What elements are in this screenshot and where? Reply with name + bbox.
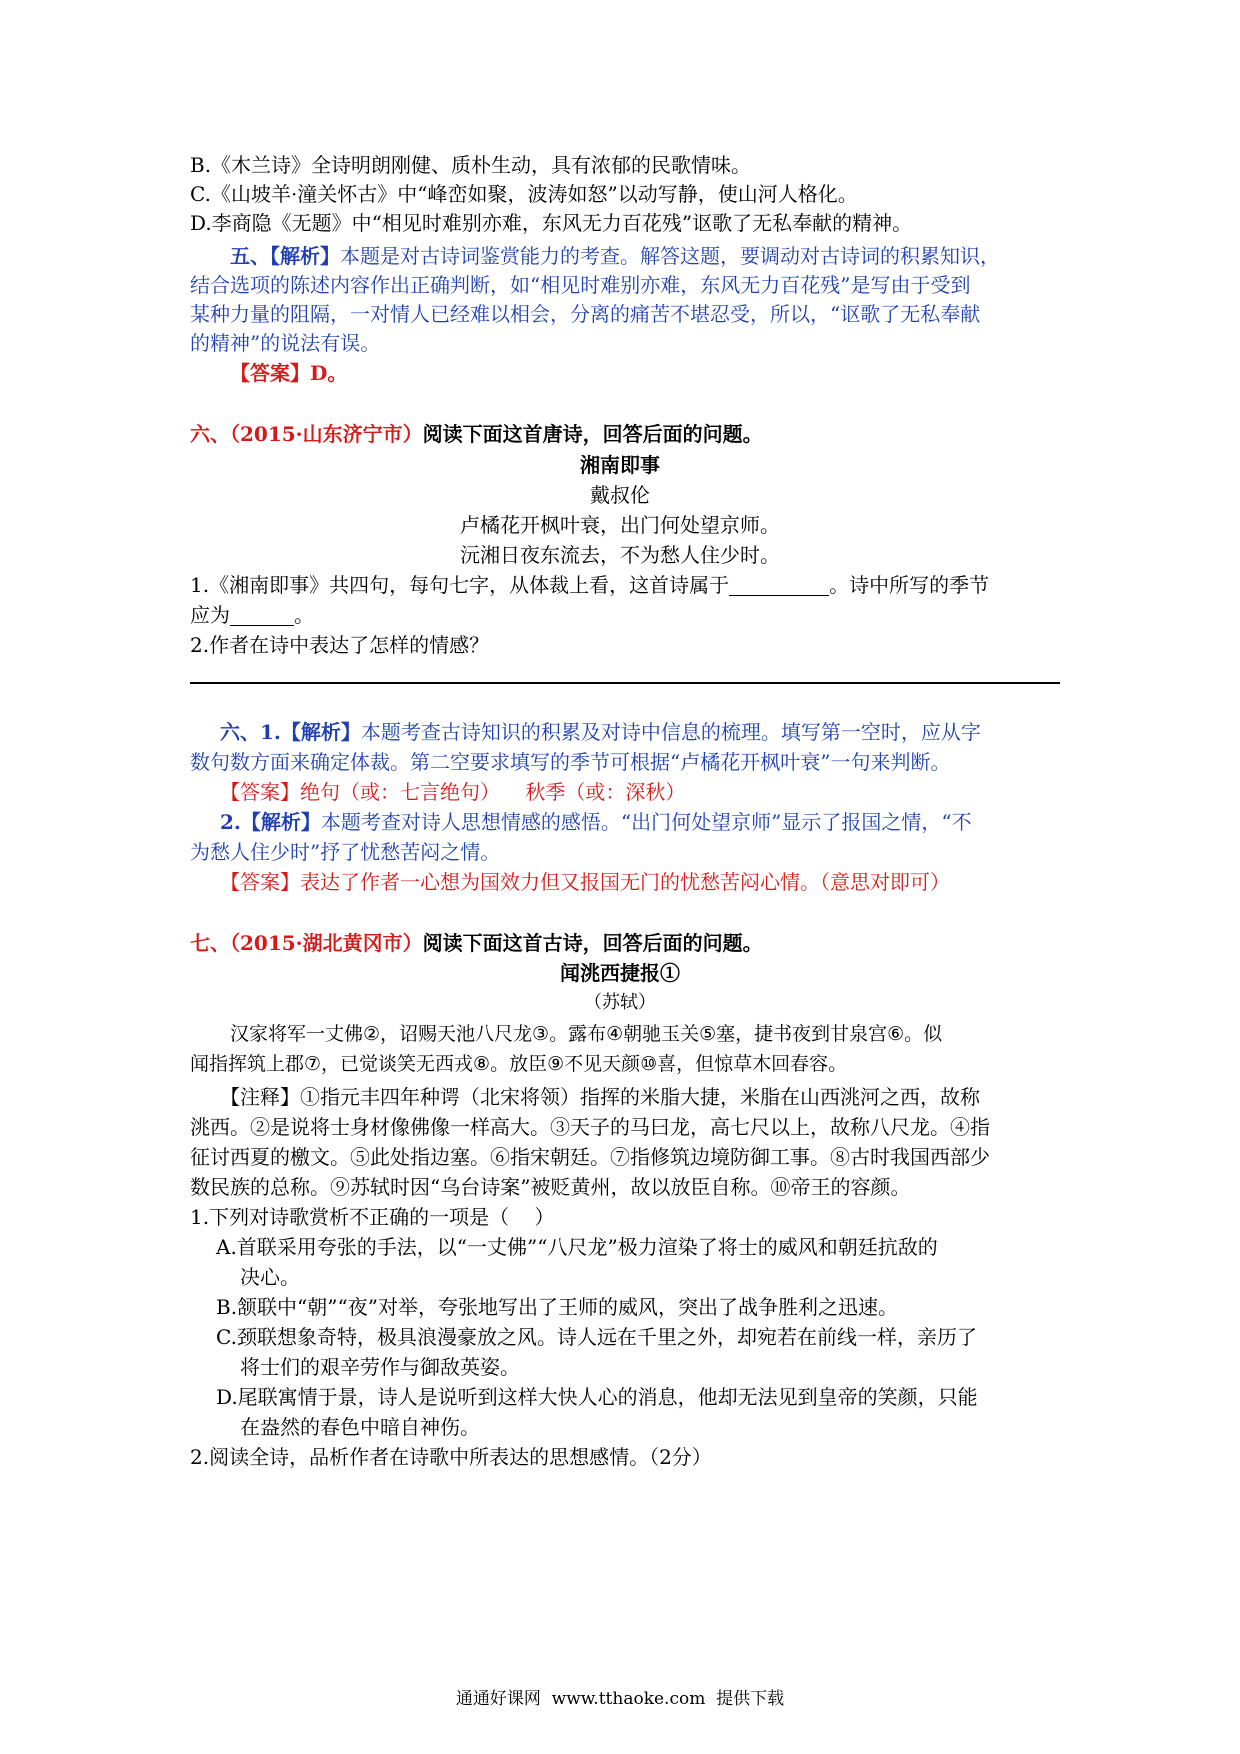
poem-line-6-1: 卢橘花开枫叶衰，出门何处望京师。: [460, 513, 780, 537]
option-7-d-line1: D.尾联寓情于景，诗人是说听到这样大快人心的消息，他却无法见到皇帝的笑颜，只能: [216, 1385, 978, 1409]
option-7-a-line2: 决心。: [240, 1265, 300, 1289]
analysis-6-1-line2: 数句数方面来确定体裁。第二空要求填写的季节可根据“卢橘花开枫叶衰”一句来判断。: [190, 750, 951, 774]
question-6-1-text: 1.《湘南即事》共四句，每句七字，从体裁上看，这首诗属于: [190, 573, 730, 597]
section-6-instruction: 阅读下面这首唐诗，回答后面的问题。: [422, 422, 763, 446]
answer-6-2: 【答案】表达了作者一心想为国效力但又报国无门的忧愁苦闷心情。（意思对即可）: [220, 870, 950, 894]
analysis-6-2-line2: 为愁人住少时”抒了忧愁苦闷之情。: [190, 840, 501, 864]
option-b: B.《木兰诗》全诗明朗刚健、质朴生动，具有浓郁的民歌情味。: [190, 153, 752, 177]
poem-line-7-1: 汉家将军一丈佛②，诏赐天池八尺龙③。露布④朝驰玉关⑤塞，捷书夜到甘泉宫⑥。似: [230, 1023, 943, 1045]
analysis-5-label: 五、【解析】: [230, 244, 340, 268]
answer-blank-season[interactable]: [230, 603, 294, 626]
section-6-heading: [190, 419, 763, 449]
answer-6-1: 【答案】绝句（或：七言绝句） 秋季（或：深秋）: [220, 780, 686, 804]
poem-author-7: （苏轼）: [584, 992, 656, 1013]
option-d: D.李商隐《无题》中“相见时难别亦难，东风无力百花残”讴歌了无私奉献的精神。: [190, 211, 913, 235]
page-footer: 通通好课网 www.tthaoke.com 提供下载: [455, 1689, 785, 1709]
note-line-1: 【注释】①指元丰四年种谔（北宋将领）指挥的米脂大捷，米脂在山西洮河之西，故称: [220, 1085, 980, 1109]
analysis-6-1-line1: [220, 717, 981, 747]
question-6-1-text2: 。诗中所写的季节: [829, 573, 990, 597]
analysis-6-2-line1: [220, 807, 972, 837]
section-7-instruction: 阅读下面这首古诗，回答后面的问题。: [422, 931, 763, 955]
note-line-3: 征讨西夏的檄文。⑤此处指边塞。⑥指宋朝廷。⑦指修筑边境防御工事。⑧古时我国西部少: [190, 1145, 990, 1169]
answer-5: 【答案】D。: [230, 361, 348, 385]
option-7-c-line2: 将士们的艰辛劳作与御敌英姿。: [240, 1355, 520, 1379]
question-7-2: 2.阅读全诗，品析作者在诗歌中所表达的思想感情。（2分）: [190, 1445, 712, 1469]
question-6-2: 2.作者在诗中表达了怎样的情感？: [190, 633, 490, 657]
analysis-5-line1: [230, 241, 1000, 271]
answer-line[interactable]: [190, 682, 1060, 684]
question-6-1-text4: 。: [294, 603, 314, 627]
analysis-5-text: 本题是对古诗词鉴赏能力的考查。解答这题，要调动对古诗词的积累知识，: [340, 244, 1000, 268]
option-c: C.《山坡羊·潼关怀古》中“峰峦如聚，波涛如怒”以动写静，使山河人格化。: [190, 182, 858, 206]
poem-line-7-2: 闻指挥筑上郡⑦，已觉谈笑无西戎⑧。放臣⑨不见天颜⑩喜，但惊草木回春容。: [190, 1053, 848, 1075]
poem-line-6-2: 沅湘日夜东流去，不为愁人住少时。: [460, 543, 780, 567]
poem-title-6: 湘南即事: [580, 453, 660, 477]
analysis-6-1-text: 本题考查古诗知识的积累及对诗中信息的梳理。填写第一空时，应从字: [360, 720, 981, 744]
analysis-5-line3: 某种力量的阻隔，一对情人已经难以相会，分离的痛苦不堪忍受，所以，“讴歌了无私奉献: [190, 302, 981, 326]
note-line-4: 数民族的总称。⑨苏轼时因“乌台诗案”被贬黄州，故以放臣自称。⑩帝王的容颜。: [190, 1175, 911, 1199]
analysis-6-1-label: 六、1.【解析】: [220, 720, 361, 744]
section-7-source: 七、（2015·湖北黄冈市）: [190, 931, 423, 955]
question-6-1-cont: [190, 600, 314, 630]
poem-title-7: 闻洮西捷报①: [560, 961, 680, 985]
question-6-1: [190, 570, 989, 600]
option-7-a-line1: A.首联采用夸张的手法，以“一丈佛”“八尺龙”极力渲染了将士的威风和朝廷抗敌的: [216, 1235, 938, 1259]
question-6-1-text3: 应为: [190, 603, 230, 627]
answer-blank-genre[interactable]: [729, 573, 829, 596]
option-7-b: B.颔联中“朝”“夜”对举，夸张地写出了王师的威风，突出了战争胜利之迅速。: [216, 1295, 898, 1319]
section-6-source: 六、（2015·山东济宁市）: [190, 422, 423, 446]
section-7-heading: [190, 928, 763, 958]
analysis-5-line2: 结合选项的陈述内容作出正确判断，如“相见时难别亦难，东风无力百花残”是写由于受到: [190, 273, 971, 297]
analysis-5-line4: 的精神”的说法有误。: [190, 331, 381, 355]
option-7-d-line2: 在盎然的春色中暗自神伤。: [240, 1415, 480, 1439]
question-7-1: 1.下列对诗歌赏析不正确的一项是（ ）: [190, 1205, 555, 1229]
poem-author-6: 戴叔伦: [590, 483, 650, 507]
option-7-c-line1: C.颈联想象奇特，极具浪漫豪放之风。诗人远在千里之外，却宛若在前线一样，亲历了: [216, 1325, 977, 1349]
analysis-6-2-text: 本题考查对诗人思想情感的感悟。“出门何处望京师”显示了报国之情，“不: [320, 810, 972, 834]
note-line-2: 洮西。②是说将士身材像佛像一样高大。③天子的马曰龙，高七尺以上，故称八尺龙。④指: [190, 1115, 990, 1139]
analysis-6-2-label: 2.【解析】: [220, 810, 321, 834]
